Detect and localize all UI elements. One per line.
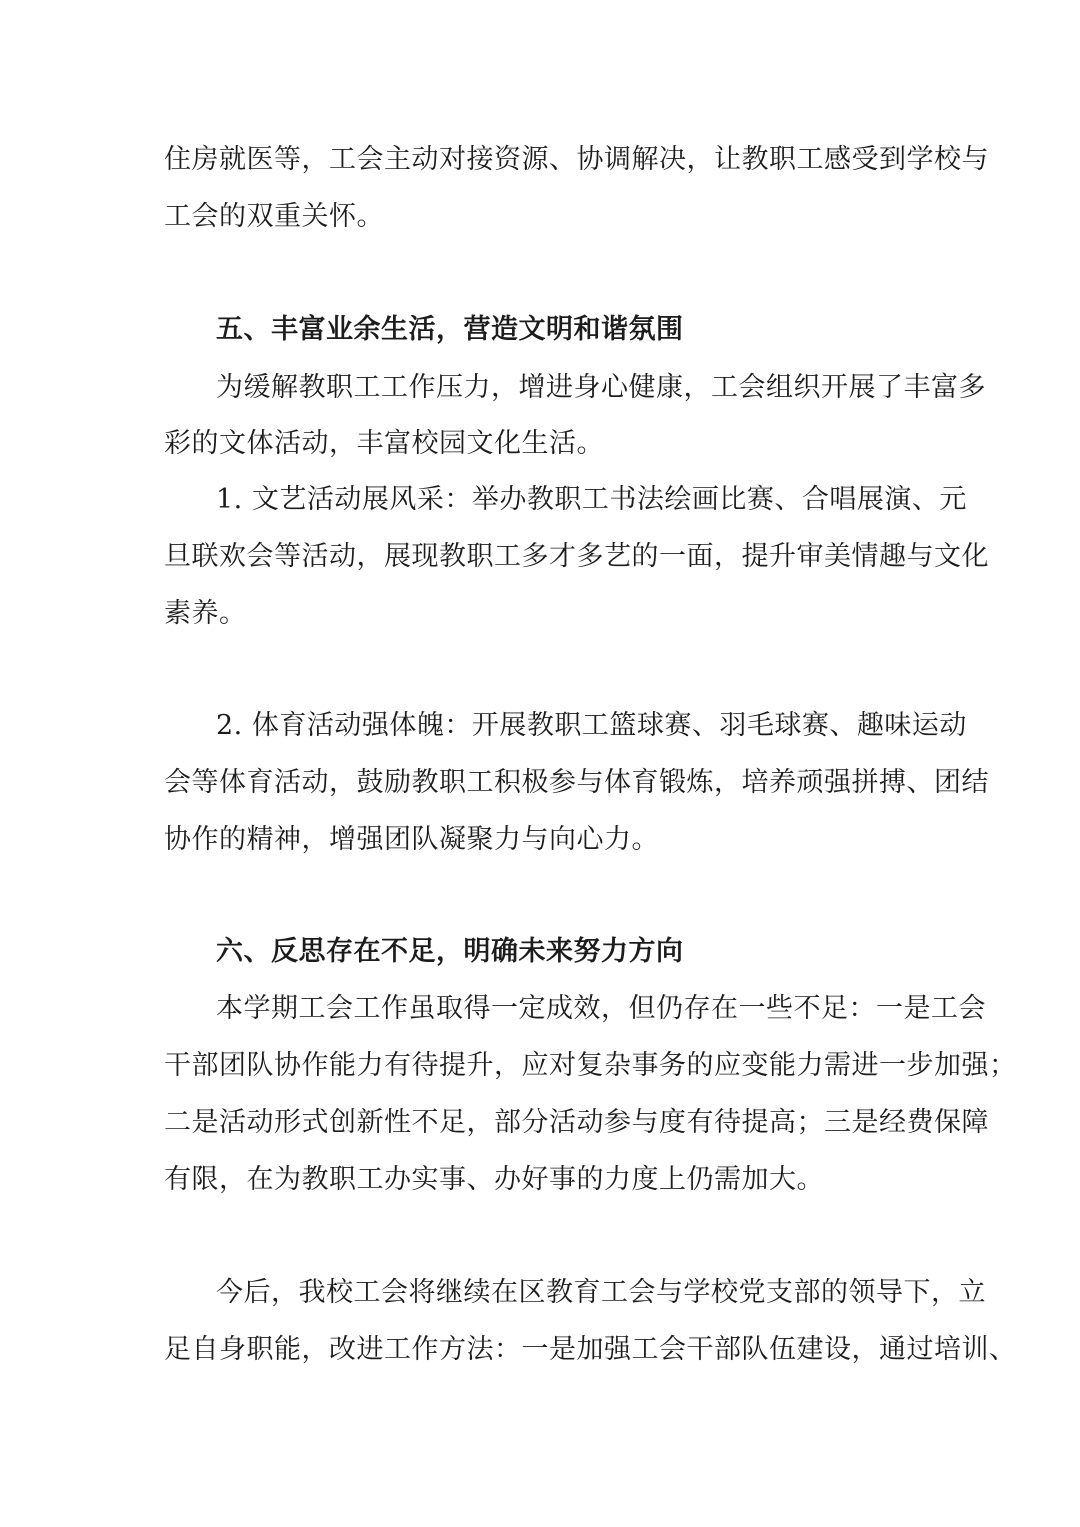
- body-text-line: 干部团队协作能力有待提升，应对复杂事务的应变能力需进一步加强；: [164, 1050, 1017, 1081]
- body-text-line: 工会的双重关怀。: [164, 201, 384, 232]
- list-item-2-line: 协作的精神，增强团队凝聚力与向心力。: [164, 824, 659, 855]
- body-text-line: 二是活动形式创新性不足，部分活动参与度有待提高；三是经费保障: [164, 1107, 989, 1138]
- body-text-line: 住房就医等，工会主动对接资源、协调解决，让教职工感受到学校与: [164, 144, 989, 175]
- body-text-line: 今后，我校工会将继续在区教育工会与学校党支部的领导下，立: [216, 1277, 986, 1308]
- list-item-1-line: 旦联欢会等活动，展现教职工多才多艺的一面，提升审美情趣与文化: [164, 541, 989, 572]
- body-text-line: 足自身职能，改进工作方法：一是加强工会干部队伍建设，通过培训、: [164, 1334, 1017, 1365]
- body-text-line: 本学期工会工作虽取得一定成效，但仍存在一些不足：一是工会: [216, 993, 986, 1024]
- list-item-2-line: 会等体育活动，鼓励教职工积极参与体育锻炼，培养顽强拼搏、团结: [164, 767, 989, 798]
- list-item-1-line: 素养。: [164, 598, 247, 629]
- section-heading-6: 六、反思存在不足，明确未来努力方向: [216, 936, 684, 967]
- body-text-line: 为缓解教职工工作压力，增进身心健康，工会组织开展了丰富多: [216, 372, 986, 403]
- section-heading-5: 五、丰富业余生活，营造文明和谐氛围: [216, 314, 684, 345]
- list-item-1-line: 1. 文艺活动展风采：举办教职工书法绘画比赛、合唱展演、元: [216, 484, 967, 515]
- body-text-line: 有限，在为教职工办实事、办好事的力度上仍需加大。: [164, 1164, 824, 1195]
- list-item-2-line: 2. 体育活动强体魄：开展教职工篮球赛、羽毛球赛、趣味运动: [216, 710, 967, 741]
- body-text-line: 彩的文体活动，丰富校园文化生活。: [164, 428, 604, 459]
